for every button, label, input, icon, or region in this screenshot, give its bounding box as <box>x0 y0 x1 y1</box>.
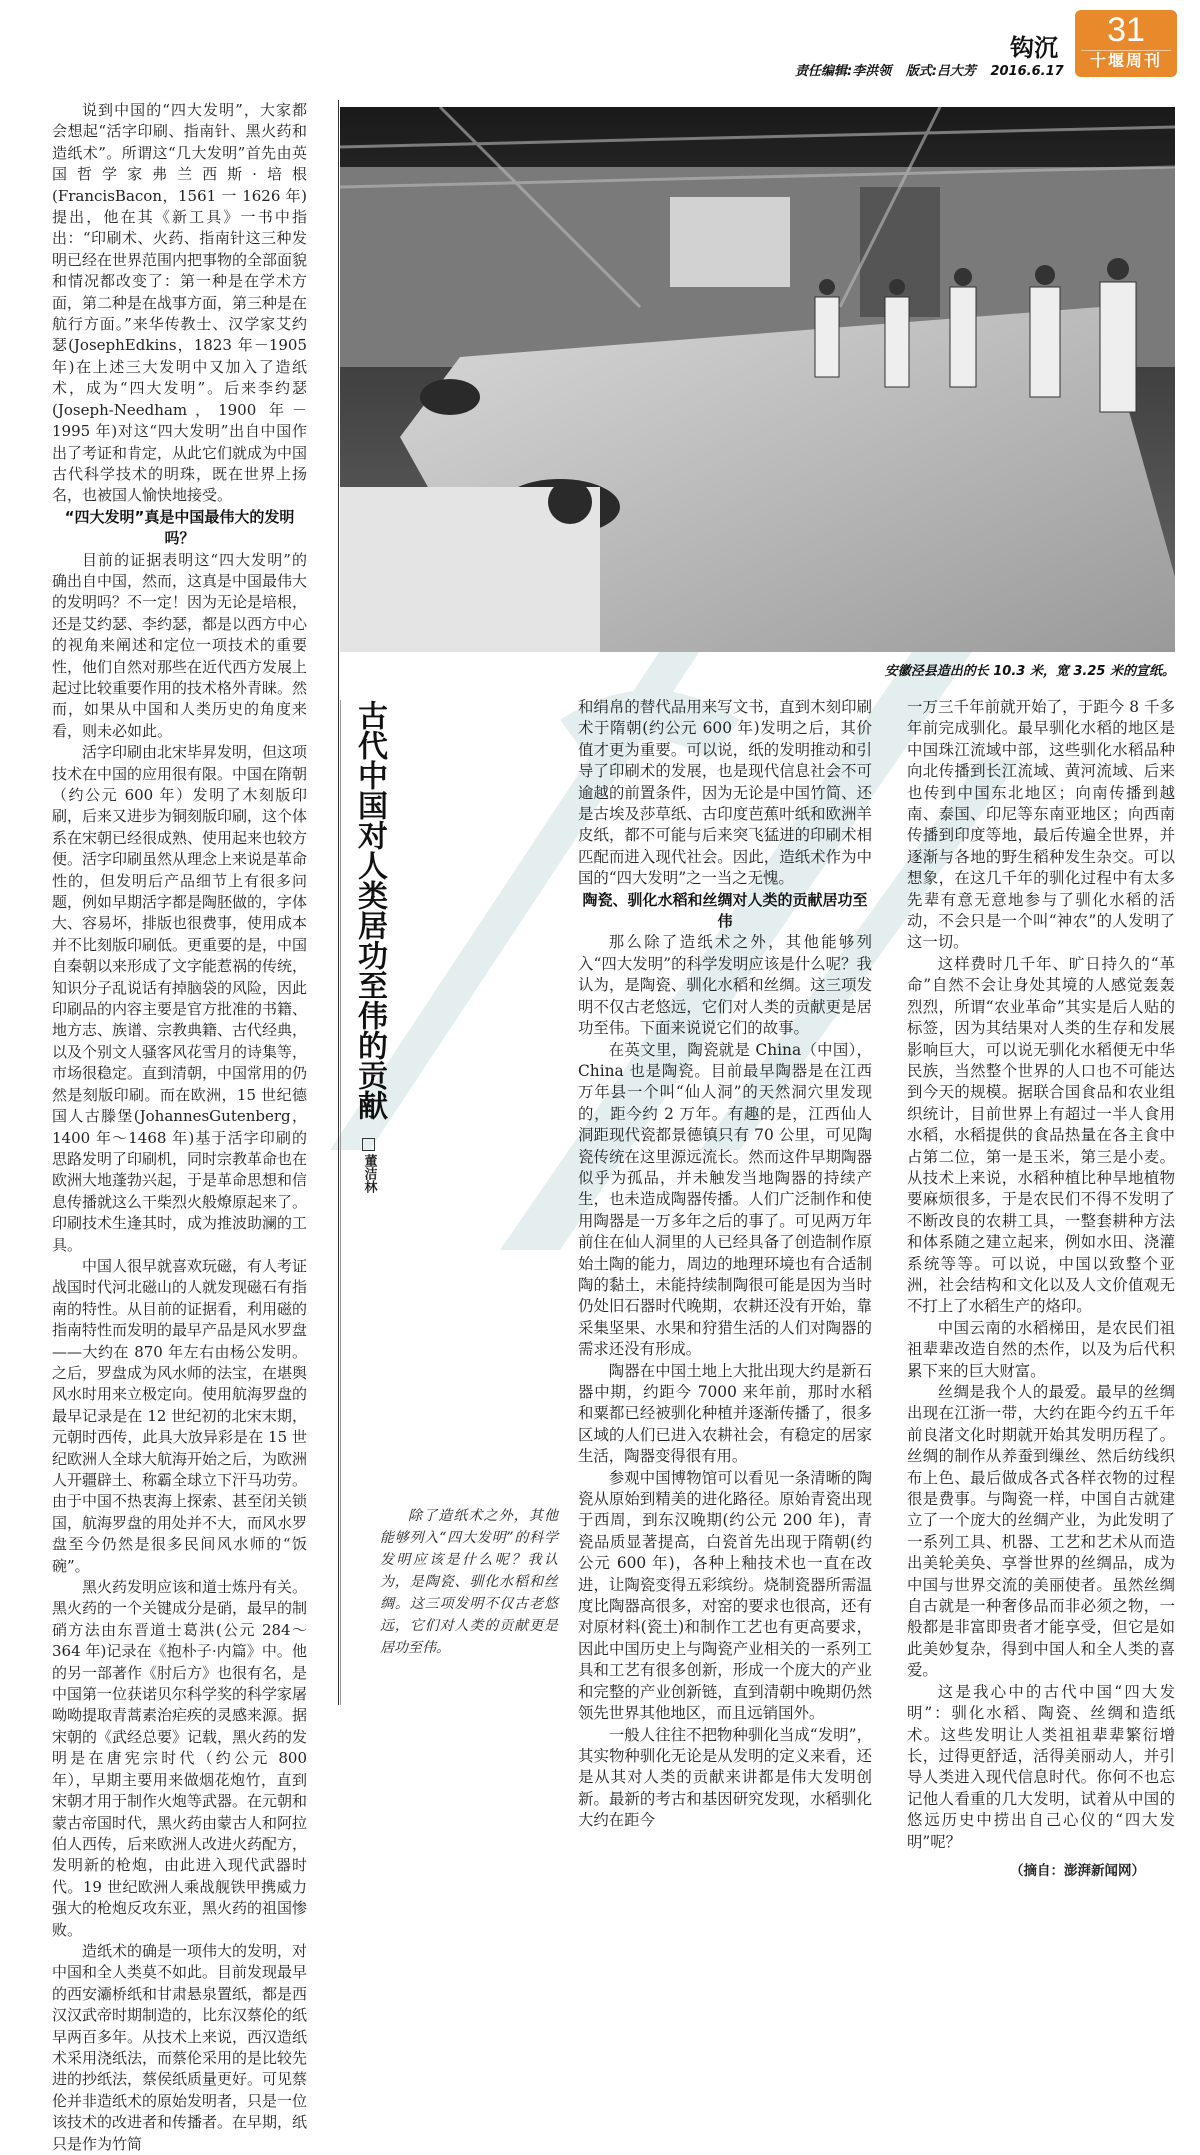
paragraph: 中国人很早就喜欢玩磁，有人考证战国时代河北磁山的人就发现磁石有指南的特性。从目前的证据看，利用磁的指南特性而发明的最早产品是风水罗盘——大约在 870 年左右由杨公发明。之后，罗盘成为风水师的法宝，在堪舆风水时用来立极定向。使用航海罗盘的最早记录是在 12 世纪初的北宋末期，元朝时西传，此具大放异彩是在 15 世纪欧洲人全球大航海开始之后，为欧洲人开疆辟土、称霸全球立下汗马功劳。由于中国不热衷海上探索、甚至闭关锁国，航海罗盘的用处并不大，而风水罗盘至今仍然是很多民间风水师的“饭碗”。 <box>52 1256 308 1575</box>
page-number: 31 <box>1107 11 1145 49</box>
paragraph: 中国云南的水稻梯田，是农民们祖祖辈辈改造自然的杰作，以及为后代积累下来的巨大财富。 <box>907 1318 1175 1380</box>
paragraph: 说到中国的“四大发明”，大家都会想起“活字印刷、指南针、黑火药和造纸术”。所谓这“几大发明”首先由英国哲学家弗兰西斯·培根(FrancisBacon，1561 一 1626 年)提出，他在其《新工具》一书中指出：“印刷术、火药、指南针这三种发明已经在世界范围内把事物的全部面貌和情况都改变了：第一种是在学术方面，第二种是在战事方面，第三种是在航行方面。”来华传教士、汉学家艾约瑟(JosephEdkins，1823 年－1905 年)在上述三大发明中又加入了造纸术，成为“四大发明”。后来李约瑟(Joseph-Needham，1900 年－1995 年)对这“四大发明”出自中国作出了考证和肯定，从此它们就成为中国古代科学技术的明珠，既在世界上扬名，也被国人愉快地接受。 <box>52 101 308 505</box>
paragraph: 陶器在中国土地上大批出现大约是新石器中期，约距今 7000 来年前，那时水稻和粟都已经被驯化种植并逐渐传播了，很多区域的人们已进入农耕社会，有稳定的居家生活，陶器变得很有用。 <box>578 1361 872 1466</box>
article-column-2 <box>578 697 872 1832</box>
column-divider <box>338 100 339 1705</box>
paragraph: 一般人往往不把物种驯化当成“发明”，其实物种驯化无论是从发明的定义来看，还是从其对人类的贡献来讲都是伟大发明创新。最新的考古和基因研究发现，水稻驯化大约在距今 <box>578 1725 872 1830</box>
paper-workshop-image <box>340 107 1175 652</box>
source-attribution: （摘自：澎湃新闻网） <box>1010 1862 1145 1879</box>
photo-caption: 安徽泾县造出的长 10.3 米，宽 3.25 米的宣纸。 <box>884 664 1175 679</box>
section-title: 钩沉 <box>1010 34 1058 62</box>
paragraph: 黑火药发明应该和道士炼丹有关。黑火药的一个关键成分是硝，最早的制硝方法由东晋道士葛洪(公元 284～364 年)记录在《抱朴子·内篇》中。他的另一部著作《肘后方》也很有名，是中国第一位获诺贝尔科学奖的科学家屠呦呦提取青蒿素治疟疾的灵感来源。据宋朝的《武经总要》记载，黑火药的发明是在唐宪宗时代（约公元 800 年），早期主要用来做烟花炮竹，直到宋朝才用于制作火炮等武器。在元朝和蒙古帝国时代，黑火药由蒙古人和阿拉伯人西传，后来欧洲人改进火药配方，发明新的枪炮，由此进入现代武器时代。19 世纪欧洲人乘战舰铁甲携威力强大的枪炮反攻东亚，黑火药的祖国惨败。 <box>52 1578 308 1939</box>
author-name: 董洁林 <box>361 1154 377 1193</box>
article-column-1 <box>52 100 307 2155</box>
title-divider <box>340 700 341 1705</box>
publication-name: 十堰周刊 <box>1081 50 1171 73</box>
paragraph: 目前的证据表明这“四大发明”的确出自中国，然而，这真是中国最伟大的发明吗？不一定！因为无论是培根，还是艾约瑟、李约瑟，都是以西方中心的视角来阐述和定位一项技术的重要性，他们自然对那些在近代西方发展上起过比较重要作用的技术格外青睐。然而，如果从中国和人类历史的角度来看，则未必如此。 <box>52 550 308 740</box>
page-badge <box>1075 10 1177 77</box>
subheading: “四大发明”真是中国最伟大的发明吗？ <box>64 507 295 548</box>
paragraph: 造纸术的确是一项伟大的发明，对中国和全人类莫不如此。目前发现最早的西安灞桥纸和甘肃悬泉置纸，都是西汉汉武帝时期制造的，比东汉蔡伦的纸早两百多年。从技术上来说，西汉造纸术采用浇纸法，而蔡伦采用的是比较先进的抄纸法，蔡侯纸质量更好。可见蔡伦并非造纸术的原始发明者，只是一位该技术的改进者和传播者。在早期，纸只是作为竹简 <box>52 1941 308 2153</box>
byline-box-icon <box>362 1138 375 1151</box>
issue-date: 2016.6.17 <box>990 64 1064 79</box>
paragraph: 和绢帛的替代品用来写文书，直到木刻印刷术于隋朝(约公元 600 年)发明之后，其价值才更为重要。可以说，纸的发明推动和引导了印刷术的发展，也是现代信息社会不可逾越的前置条件，因为无论是中国竹简、还是古埃及莎草纸、古印度芭蕉叶纸和欧洲羊皮纸，都不可能与后来突飞猛进的印刷术相匹配而进入现代社会。因此，造纸术作为中国的“四大发明”之一当之无愧。 <box>578 698 872 888</box>
layout-designer: 版式:吕大芳 <box>905 64 976 79</box>
title-block <box>345 700 393 1193</box>
paragraph: 那么除了造纸术之外，其他能够列入“四大发明”的科学发明应该是什么呢？我认为，是陶瓷、驯化水稻和丝绸。这三项发明不仅古老悠远，它们对人类的贡献更是居功至伟。下面来说说它们的故事。 <box>578 933 872 1038</box>
subheading: 陶瓷、驯化水稻和丝绸对人类的贡献居功至伟 <box>582 890 868 931</box>
paragraph: 这样费时几千年、旷日持久的“革命”自然不会让身处其境的人感觉轰轰烈烈，所谓“农业革命”其实是后人贴的标签，因为其结果对人类的生存和发展影响巨大，可以说无驯化水稻便无中华民族，当然整个世界的人口也不可能达到今天的规模。据联合国食品和农业组织统计，目前世界上有超过一半人食用水稻，水稻提供的食品热量在各主食中占第二位，第一是玉米，第三是小麦。从技术上来说，水稻种植比种旱地植物要麻烦很多，于是农民们不得不发明了不断改良的农耕工具，一整套耕种方法和体系随之建立起来，例如水田、浇灌系统等等。可以说，中国以致整个亚洲，社会结构和文化以及人文价值观无不打上了水稻生产的烙印。 <box>907 954 1175 1316</box>
article-title: 古代中国对人类居功至伟的贡献 <box>352 700 387 1120</box>
paragraph: 活字印刷由北宋毕昇发明，但这项技术在中国的应用很有限。中国在隋朝（约公元 600 年）发明了木刻版印刷，后来又进步为铜刻版印刷，这个体系在宋朝已经很成熟、使用起来也较方便。活字印刷虽然从理念上来说是革命性的，但发明后产品细节上有很多问题，例如早期活字都是陶胚做的，字体大、容易坏，排版也很费事，使用成本并不比刻版印刷低。更重要的是，中国自秦朝以来形成了文字能惹祸的传统，知识分子乱说话有掉脑袋的风险，因此印刷品的内容主要是官方批准的书籍、地方志、族谱、宗教典籍、古代经典，以及个别文人骚客风花雪月的诗集等，市场很稳定。直到清朝，中国常用的仍然是刻版印刷。而在欧洲，15 世纪德国人古滕堡(JohannesGutenberg，1400 年～1468 年)基于活字印刷的思路发明了印刷机，同时宗教革命也在欧洲大地蓬勃兴起，于是革命思想和信息传播就这么干柴烈火般燎原起来了。印刷技术生逢其时，成为推波助澜的工具。 <box>52 743 308 1254</box>
author-byline <box>360 1138 379 1193</box>
article-column-3 <box>907 697 1175 1882</box>
paragraph: 一万三千年前就开始了，于距今 8 千多年前完成驯化。最早驯化水稻的地区是中国珠江流域中部，这些驯化水稻品种向北传播到长江流域、黄河流域、后来也传到中国东北地区；向南传播到越南、泰国、印尼等东南亚地区；向西南传播到印度等地，最后传遍全世界，并逐渐与各地的野生稻种发生杂交。可以想象，在这几千年的驯化过程中有太多先辈有意无意地参与了驯化水稻的活动，不会只是一个叫“神农”的人发明了这一切。 <box>907 698 1175 952</box>
pull-quote <box>380 1505 558 1659</box>
editor-name: 责任编辑:李洪领 <box>795 64 892 79</box>
paragraph: 参观中国博物馆可以看见一条清晰的陶瓷从原始到精美的进化路径。原始青瓷出现于西周，到东汉晚期(约公元 200 年)，青瓷品质显著提高，白瓷首先出现于隋朝(约公元 600 年)，各种上釉技术也一直在改进，让陶瓷变得五彩缤纷。烧制瓷器所需温度比陶器高很多，对窑的要求也很高，还有对原材料(瓷土)和制作工艺也有更高要求，因此中国历史上与陶瓷产业相关的一系列工具和工艺有很多创新，形成一个庞大的产业和完整的产业创新链，直到清朝中晚期仍然领先世界其他地区，而且远销国外。 <box>578 1468 872 1723</box>
paragraph: 在英文里，陶瓷就是 China（中国），China 也是陶瓷。目前最早陶器是在江西万年县一个叫“仙人洞”的天然洞穴里发现的，距今约 2 万年。有趣的是，江西仙人洞距现代瓷都景德镇只有 70 公里，可见陶瓷传统在这里源远流长。然而这件早期陶器似乎为孤品，并未触发当地陶器的持续产生，也未造成陶器传播。人们广泛制作和使用陶器是一万多年之后的事了。可见两万年前住在仙人洞里的人已经具备了创造制作原始土陶的能力，周边的地理环境也有合适制陶的黏土，未能持续制陶很可能是因为当时仍处旧石器时代晚期，农耕还没有开始，靠采集坚果、水果和狩猎生活的人们对陶器的需求还没有形成。 <box>578 1040 872 1359</box>
pull-quote-text: 除了造纸术之外，其他能够列入“四大发明”的科学发明应该是什么呢？我认为，是陶瓷、驯化水稻和丝绸。这三项发明不仅古老悠远，它们对人类的贡献更是居功至伟。 <box>380 1508 558 1656</box>
editor-credits <box>795 60 1074 79</box>
paragraph: 丝绸是我个人的最爱。最早的丝绸出现在江浙一带，大约在距今约五千年前良渚文化时期就开始其发明历程了。丝绸的制作从养蚕到缫丝、然后纺线织布上色、最后做成各式各样衣物的过程很是费事。与陶瓷一样，中国自古就建立了一个庞大的丝绸产业，为此发明了一系列工具、机器、工艺和艺术从而造出美轮美奂、享誉世界的丝绸品，成为中国与世界交流的美丽使者。虽然丝绸自古就是一种奢侈品而非必须之物，一般都是非富即贵者才能享受，但它是如此美妙复杂，得到中国人和全人类的喜爱。 <box>907 1383 1175 1680</box>
paragraph: 这是我心中的古代中国“四大发明”：驯化水稻、陶瓷、丝绸和造纸术。这些发明让人类祖祖辈辈繁衍增长，过得更舒适，活得美丽动人，并引导人类进入现代信息时代。你何不也忘记他人看重的几大发明，试着从中国的悠远历史中捞出自己心仪的“四大发明”呢？ <box>907 1682 1175 1851</box>
article-photo <box>340 107 1175 652</box>
